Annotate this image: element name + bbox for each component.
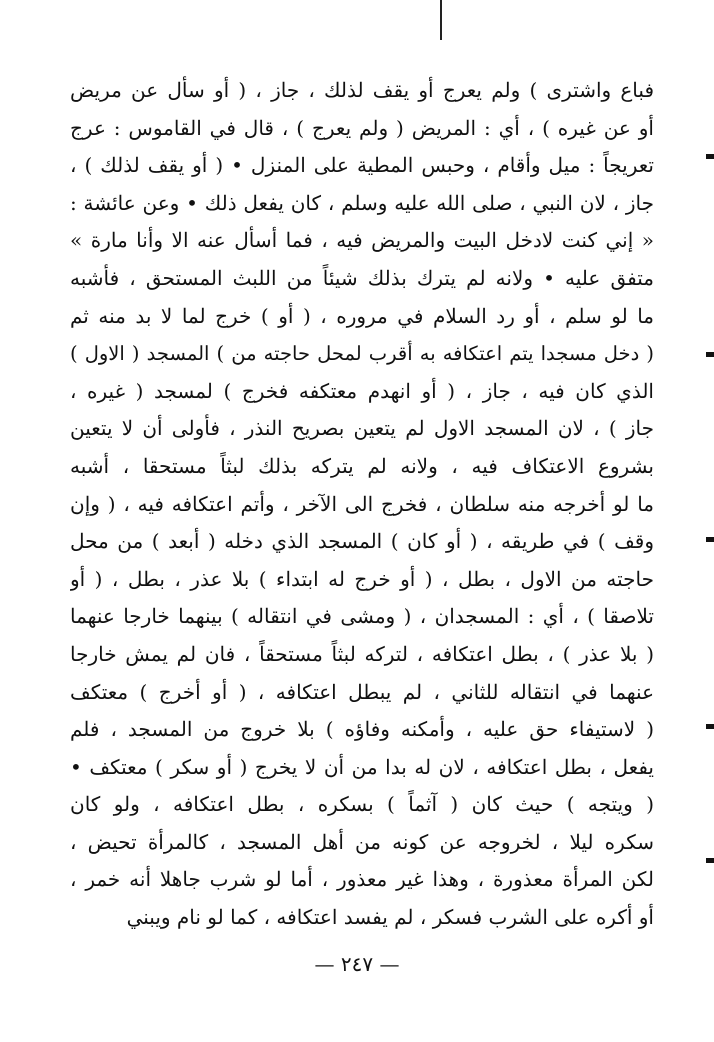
text-line-21: سكره ليلا ، لخروجه عن كونه من أهل المسجد ، كالمرأة تحيض ، [70,829,654,854]
text-line-5: « إني كنت لادخل البيت والمريض فيه ، فما أسأل عنه الا وأنا مارة » [70,228,654,253]
text-line-12: ما لو أخرجه منه سلطان ، فخرج الى الآخر ، وأتم اعتكافه فيه ، ( وإن [70,491,654,516]
text-line-8: ( دخل مسجدا يتم اعتكافه به أقرب لمحل حاجته من ) المسجد ( الاول ) [70,342,654,366]
text-line-9: الذي كان فيه ، جاز ، ( أو انهدم معتكفه فخرج ) لمسجد ( غيره ، [70,378,654,403]
margin-mark [706,352,714,357]
text-line-18: ( لاستيفاء حق عليه ، وأمكنه وفاؤه ) بلا خروج من المسجد ، فلم [70,717,654,742]
margin-mark [706,537,714,542]
text-line-19: يفعل ، بطل اعتكافه ، لان له بدا من أن لا يخرج ( أو سكر ) معتكف • [70,754,654,779]
text-line-11: بشروع الاعتكاف فيه ، ولانه لم يتركه بذلك لبثاً مستحقا ، أشبه [70,453,654,478]
margin-mark [706,154,714,159]
margin-mark [706,724,714,729]
top-vertical-rule [440,0,442,40]
page-number: — ٢٤٧ — [314,952,400,976]
text-line-17: عنهما في انتقاله للثاني ، لم يبطل اعتكافه ، ( أو أخرج ) معتكف [70,679,654,704]
text-line-13: وقف ) في طريقه ، ( أو كان ) المسجد الذي دخله ( أبعد ) من محل [70,529,654,554]
margin-mark [706,858,714,863]
text-line-23: أو أكره على الشرب فسكر ، لم يفسد اعتكافه ، كما لو نام ويبني [126,905,654,930]
text-line-4: جاز ، لان النبي ، صلى الله عليه وسلم ، كان يفعل ذلك • وعن عائشة : [70,190,654,215]
page-body-text [70,72,654,937]
text-line-1: فباع واشترى ) ولم يعرج أو يقف لذلك ، جاز ، ( أو سأل عن مريض [70,78,654,102]
text-line-7: ما لو سلم ، أو رد السلام في مروره ، ( أو ) خرج لما لا بد منه ثم [70,303,654,328]
text-line-10: جاز ) ، لان المسجد الاول لم يتعين بصريح النذر ، فأولى أن لا يتعين [70,416,654,441]
text-line-20: ( ويتجه ) حيث كان ( آثماً ) بسكره ، بطل اعتكافه ، ولو كان [70,792,654,817]
text-line-16: ( بلا عذر ) ، بطل اعتكافه ، لتركه لبثاً مستحقاً ، فان لم يمش خارجا [70,641,654,666]
text-line-6: متفق عليه • ولانه لم يترك بذلك شيئاً من اللبث المستحق ، فأشبه [70,265,654,290]
text-line-22: لكن المرأة معذورة ، وهذا غير معذور ، أما لو شرب جاهلا أنه خمر ، [70,867,654,892]
text-line-2: أو عن غيره ) ، أي : المريض ( ولم يعرج ) ، قال في القاموس : عرج [70,115,654,140]
text-line-3: تعريجاً : ميل وأقام ، وحبس المطية على المنزل • ( أو يقف لذلك ) ، [70,153,654,178]
text-line-14: حاجته من الاول ، بطل ، ( أو خرج له ابتداء ) بلا عذر ، بطل ، ( أو [70,566,654,591]
text-line-15: تلاصقا ) ، أي : المسجدان ، ( ومشى في انتقاله ) بينهما خارجا عنهما [70,604,654,629]
